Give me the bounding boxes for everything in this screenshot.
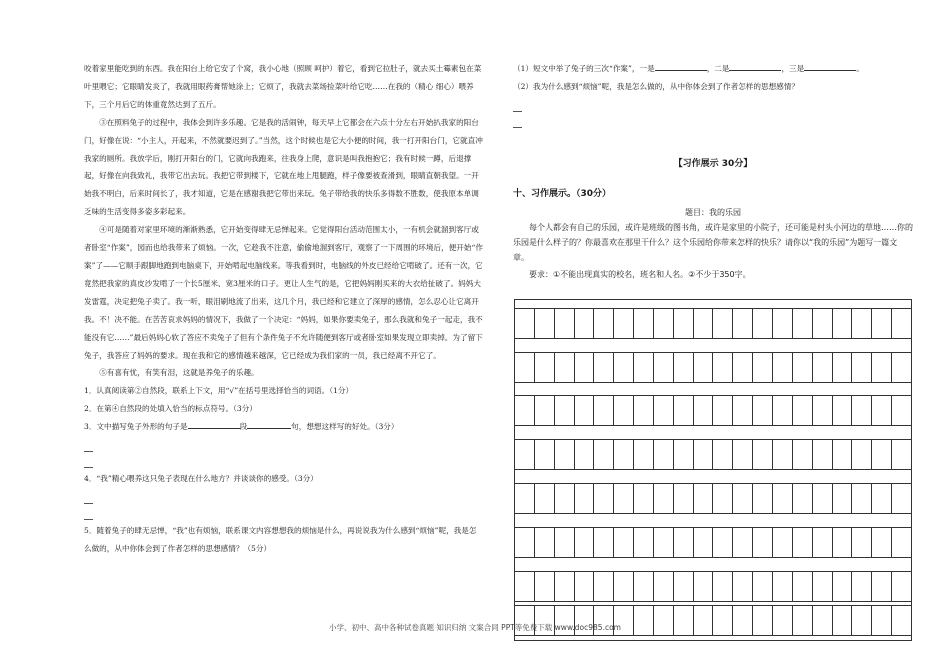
grid-cell[interactable] bbox=[833, 572, 853, 601]
grid-cell[interactable] bbox=[575, 309, 595, 338]
grid-cell[interactable] bbox=[515, 396, 535, 425]
grid-cell[interactable] bbox=[535, 440, 555, 469]
grid-cell[interactable] bbox=[515, 572, 535, 601]
grid-cell[interactable] bbox=[773, 572, 793, 601]
grid-cell[interactable] bbox=[872, 484, 892, 513]
grid-cell[interactable] bbox=[674, 353, 694, 382]
grid-cell[interactable] bbox=[813, 396, 833, 425]
grid-cell[interactable] bbox=[872, 309, 892, 338]
grid-cell[interactable] bbox=[833, 528, 853, 557]
question-3: 3．文中描写兔子外形的句子是 段 句，想想这样写的好处。（3分） bbox=[84, 422, 399, 432]
section-title: 【习作展示 30分】 bbox=[673, 159, 753, 169]
grid-cell[interactable] bbox=[555, 309, 575, 338]
grid-cell[interactable] bbox=[753, 484, 773, 513]
grid-cell[interactable] bbox=[634, 484, 654, 513]
grid-cell[interactable] bbox=[634, 396, 654, 425]
grid-cell[interactable] bbox=[753, 353, 773, 382]
grid-cell[interactable] bbox=[694, 440, 714, 469]
grid-cell[interactable] bbox=[594, 353, 614, 382]
grid-cell[interactable] bbox=[793, 309, 813, 338]
answer-blank[interactable] bbox=[804, 62, 856, 71]
grid-cell[interactable] bbox=[713, 309, 733, 338]
grid-cell[interactable] bbox=[872, 396, 892, 425]
essay-requirements: 要求：①不能出现真实的校名，班名和人名。②不少于350字。 bbox=[529, 270, 751, 279]
grid-cell[interactable] bbox=[594, 396, 614, 425]
grid-cell[interactable] bbox=[813, 528, 833, 557]
grid-cell[interactable] bbox=[892, 309, 911, 338]
question-2: 2．在第④自然段的处填入恰当的标点符号。（3分） bbox=[84, 404, 257, 414]
grid-cell[interactable] bbox=[614, 484, 634, 513]
grid-cell[interactable] bbox=[654, 528, 674, 557]
essay-topic: 题目：我的乐园 bbox=[685, 208, 741, 217]
grid-cell[interactable] bbox=[892, 572, 911, 601]
paragraph-2: 咬着家里能吃到的东西。我在阳台上给它安了个窝，我小心地（照顾 呵护）着它，看到它拉肚子，就去买土霉素包在菜叶里喂它；它眼睛发炎了，我就用眼药膏帮她涂上；它烦了，我就去菜场捡菜叶给它吃……在我的（精心 细心）喂养下，三个月后它的体重竟然达到了五斤。 bbox=[84, 64, 482, 109]
grid-cell[interactable] bbox=[733, 396, 753, 425]
sub-question-1: （1）短文中举了兔子的三次“作案”，一是 ，二是 ，三是 。 bbox=[513, 64, 864, 73]
grid-cell[interactable] bbox=[793, 528, 813, 557]
grid-cell[interactable] bbox=[793, 440, 813, 469]
grid-cell[interactable] bbox=[555, 572, 575, 601]
grid-cell[interactable] bbox=[773, 440, 793, 469]
grid-cell[interactable] bbox=[793, 572, 813, 601]
answer-blank[interactable] bbox=[729, 62, 781, 71]
grid-cell[interactable] bbox=[634, 528, 654, 557]
grid-cell[interactable] bbox=[773, 528, 793, 557]
grid-cell[interactable] bbox=[872, 440, 892, 469]
grid-cell[interactable] bbox=[654, 484, 674, 513]
grid-cell[interactable] bbox=[892, 440, 911, 469]
grid-cell[interactable] bbox=[773, 309, 793, 338]
grid-cell[interactable] bbox=[654, 396, 674, 425]
grid-cell[interactable] bbox=[515, 309, 535, 338]
grid-cell[interactable] bbox=[793, 353, 813, 382]
footer-text: 小学、初中、高中各种试卷真题 知识归纳 文案合同 PPT等免费下载 www.doc985.com bbox=[329, 623, 621, 632]
grid-cell[interactable] bbox=[555, 528, 575, 557]
grid-cell[interactable] bbox=[555, 484, 575, 513]
grid-cell[interactable] bbox=[813, 440, 833, 469]
question-1: 1．认真阅读第②自然段，联系上下文，用“√”在括号里选择恰当的词语。（1分） bbox=[84, 386, 354, 396]
grid-cell[interactable] bbox=[634, 440, 654, 469]
grid-cell[interactable] bbox=[575, 440, 595, 469]
grid-cell[interactable] bbox=[733, 353, 753, 382]
grid-cell[interactable] bbox=[713, 572, 733, 601]
grid-cell[interactable] bbox=[594, 440, 614, 469]
grid-cell[interactable] bbox=[594, 484, 614, 513]
grid-cell[interactable] bbox=[575, 353, 595, 382]
answer-line[interactable] bbox=[84, 438, 93, 452]
left-column bbox=[84, 60, 484, 558]
section-heading: 十、习作展示。（30分） bbox=[513, 189, 612, 199]
grid-cell[interactable] bbox=[555, 440, 575, 469]
grid-cell[interactable] bbox=[614, 440, 634, 469]
grid-cell[interactable] bbox=[535, 353, 555, 382]
grid-cell[interactable] bbox=[753, 396, 773, 425]
grid-row bbox=[515, 308, 911, 339]
grid-cell[interactable] bbox=[773, 484, 793, 513]
grid-row bbox=[515, 571, 911, 602]
grid-cell[interactable] bbox=[713, 396, 733, 425]
grid-cell[interactable] bbox=[892, 353, 911, 382]
grid-cell[interactable] bbox=[654, 309, 674, 338]
grid-cell[interactable] bbox=[535, 572, 555, 601]
grid-cell[interactable] bbox=[813, 572, 833, 601]
grid-cell[interactable] bbox=[515, 484, 535, 513]
grid-cell[interactable] bbox=[614, 353, 634, 382]
grid-cell[interactable] bbox=[852, 440, 872, 469]
grid-cell[interactable] bbox=[852, 528, 872, 557]
grid-cell[interactable] bbox=[793, 396, 813, 425]
grid-cell[interactable] bbox=[852, 396, 872, 425]
grid-cell[interactable] bbox=[674, 309, 694, 338]
grid-cell[interactable] bbox=[733, 484, 753, 513]
grid-cell[interactable] bbox=[753, 440, 773, 469]
paragraph-4: ④可是随着对家里环境的渐渐熟悉，它开始变得肆无忌惮起来。它觉得阳台活动范围太小，一有机会就溜到客厅或者卧室“作案”，园而也给我带来了烦恼。一次，它趁我不注意，偷偷地溜到客厅，观察了一下周围的环境后，便开始“作案”了——它顺手跟脚地跑到电脑桌下，开始啃起电脑线来。等我看到时，电脑线的外皮已经给它啃破了。还有一次，它竟然把我家的真皮沙发啃了一个长5厘米、宽3厘米的口子。更让人生气的是，它把妈妈刚买来的大衣给扯破了。妈妈大发雷霆，决定把兔子卖了。我一听，眼泪刷地流了出来，这几个月，我已经和它建立了深厚的感情，怎么忍心让它离开我。不！决不能。在苦苦哀求妈妈的情况下，我做了一个决定：“妈妈，如果你要卖兔子，那么我就和兔子一起走，我不能没有它……”最后妈妈心软了答应不卖兔子了但有个条件兔子不允许随便到客厅或者卧室如果发现立即卖掉。为了留下兔子，我答应了妈妈的要求。现在我和它的感情越来越深，它已经成为我们家的一员，我已经离不开它了。 bbox=[84, 225, 483, 360]
answer-line[interactable] bbox=[84, 454, 93, 468]
grid-row bbox=[515, 483, 911, 514]
grid-cell[interactable] bbox=[594, 528, 614, 557]
grid-cell[interactable] bbox=[515, 528, 535, 557]
grid-cell[interactable] bbox=[852, 309, 872, 338]
grid-cell[interactable] bbox=[733, 309, 753, 338]
grid-cell[interactable] bbox=[773, 396, 793, 425]
grid-cell[interactable] bbox=[614, 528, 634, 557]
grid-cell[interactable] bbox=[833, 309, 853, 338]
essay-prompt: 每个人都会有自己的乐园，或许是班级的图书角，或许是家里的小院子，还可能是村头小河边的草地……你的乐园是什么样子的？你最喜欢在那里干什么？这个乐园给你带来怎样的快乐？请你以“我的乐园”为题写一篇文章。 bbox=[513, 223, 913, 262]
grid-cell[interactable] bbox=[654, 353, 674, 382]
grid-cell[interactable] bbox=[793, 484, 813, 513]
grid-cell[interactable] bbox=[694, 528, 714, 557]
grid-cell[interactable] bbox=[634, 353, 654, 382]
grid-cell[interactable] bbox=[833, 396, 853, 425]
grid-cell[interactable] bbox=[753, 309, 773, 338]
grid-cell[interactable] bbox=[634, 572, 654, 601]
grid-cell[interactable] bbox=[614, 396, 634, 425]
sub-question-2: （2）我为什么感到“烦恼”呢，我是怎么做的，从中你体会到了作者怎样的思想感情？ bbox=[513, 82, 799, 91]
grid-cell[interactable] bbox=[753, 572, 773, 601]
question-4: 4．“我”精心喂养这只兔子表现在什么地方？并谈谈你的感受。（3分） bbox=[84, 474, 318, 484]
grid-cell[interactable] bbox=[733, 572, 753, 601]
grid-cell[interactable] bbox=[694, 572, 714, 601]
grid-cell[interactable] bbox=[852, 572, 872, 601]
answer-line[interactable] bbox=[513, 98, 522, 112]
grid-cell[interactable] bbox=[555, 396, 575, 425]
answer-line[interactable] bbox=[84, 506, 93, 520]
grid-cell[interactable] bbox=[872, 572, 892, 601]
grid-cell[interactable] bbox=[813, 309, 833, 338]
grid-cell[interactable] bbox=[773, 353, 793, 382]
grid-cell[interactable] bbox=[872, 528, 892, 557]
grid-cell[interactable] bbox=[614, 309, 634, 338]
grid-cell[interactable] bbox=[694, 309, 714, 338]
grid-cell[interactable] bbox=[535, 309, 555, 338]
grid-row bbox=[515, 352, 911, 383]
grid-cell[interactable] bbox=[733, 440, 753, 469]
grid-cell[interactable] bbox=[674, 484, 694, 513]
grid-cell[interactable] bbox=[515, 353, 535, 382]
grid-cell[interactable] bbox=[892, 484, 911, 513]
grid-cell[interactable] bbox=[674, 528, 694, 557]
grid-cell[interactable] bbox=[555, 353, 575, 382]
grid-cell[interactable] bbox=[694, 353, 714, 382]
grid-cell[interactable] bbox=[515, 440, 535, 469]
grid-cell[interactable] bbox=[852, 353, 872, 382]
grid-cell[interactable] bbox=[694, 484, 714, 513]
grid-cell[interactable] bbox=[813, 484, 833, 513]
answer-line[interactable] bbox=[84, 490, 93, 504]
grid-cell[interactable] bbox=[713, 353, 733, 382]
grid-cell[interactable] bbox=[674, 572, 694, 601]
grid-cell[interactable] bbox=[713, 528, 733, 557]
grid-cell[interactable] bbox=[575, 484, 595, 513]
grid-cell[interactable] bbox=[753, 528, 773, 557]
grid-row bbox=[515, 527, 911, 558]
paragraph-3: ③在照料兔子的过程中，我体会到许多乐趣。它是我的活闹钟，每天早上它都会在六点十分左右开始扒我家的阳台门，好像在说：“小主人，开起来，不然就要迟到了。”当然，这个时候也是它大小便的时间，我一打开阳台门，它就直冲我家的厕所。我放学后，刚打开阳台的门，它就向我跑来，往我身上爬，意识是叫我抱抱它；我有时候一蹲，后退撑起，好像在向我致礼，我带它出去玩。我把它带到楼下，它就在地上甩腿跑，样子像要被查滑到，眼睛直朝我望。一开始我不明白，后来时间长了，我才知道，它是在感谢我把它带出来玩。兔子带给我的快乐多得数不胜数，使我原本单调乏味的生活变得多姿多彩起来。 bbox=[84, 117, 483, 217]
grid-cell[interactable] bbox=[614, 572, 634, 601]
grid-cell[interactable] bbox=[594, 309, 614, 338]
grid-cell[interactable] bbox=[713, 440, 733, 469]
grid-cell[interactable] bbox=[674, 396, 694, 425]
grid-cell[interactable] bbox=[833, 484, 853, 513]
grid-row bbox=[515, 395, 911, 426]
right-column bbox=[513, 60, 913, 282]
grid-cell[interactable] bbox=[852, 484, 872, 513]
grid-cell[interactable] bbox=[575, 528, 595, 557]
grid-cell[interactable] bbox=[813, 353, 833, 382]
grid-cell[interactable] bbox=[634, 309, 654, 338]
grid-cell[interactable] bbox=[713, 484, 733, 513]
grid-cell[interactable] bbox=[654, 572, 674, 601]
grid-cell[interactable] bbox=[535, 484, 555, 513]
grid-cell[interactable] bbox=[535, 396, 555, 425]
answer-blank[interactable] bbox=[247, 420, 291, 429]
grid-cell[interactable] bbox=[872, 353, 892, 382]
grid-cell[interactable] bbox=[674, 440, 694, 469]
grid-cell[interactable] bbox=[833, 353, 853, 382]
grid-cell[interactable] bbox=[575, 572, 595, 601]
grid-cell[interactable] bbox=[575, 396, 595, 425]
writing-grid[interactable] bbox=[514, 299, 912, 641]
answer-blank[interactable] bbox=[188, 420, 240, 429]
grid-cell[interactable] bbox=[535, 528, 555, 557]
grid-cell[interactable] bbox=[892, 528, 911, 557]
paragraph-5: ⑤有喜有忧，有笑有泪，这就是养兔子的乐趣。 bbox=[99, 368, 259, 378]
grid-cell[interactable] bbox=[594, 572, 614, 601]
grid-row bbox=[515, 439, 911, 470]
grid-cell[interactable] bbox=[892, 396, 911, 425]
grid-cell[interactable] bbox=[833, 440, 853, 469]
grid-cell[interactable] bbox=[694, 396, 714, 425]
grid-cell[interactable] bbox=[733, 528, 753, 557]
question-5: 5．随着兔子的肆无忌惮，“我”也有烦恼，联系课文内容想想我的烦恼是什么，再说说我为什么感到“烦恼”呢，我是怎么做的，从中你体会到了作者怎样的思想感情？（5分） bbox=[84, 525, 477, 553]
answer-line[interactable] bbox=[513, 114, 522, 128]
answer-blank[interactable] bbox=[655, 62, 707, 71]
grid-cell[interactable] bbox=[654, 440, 674, 469]
